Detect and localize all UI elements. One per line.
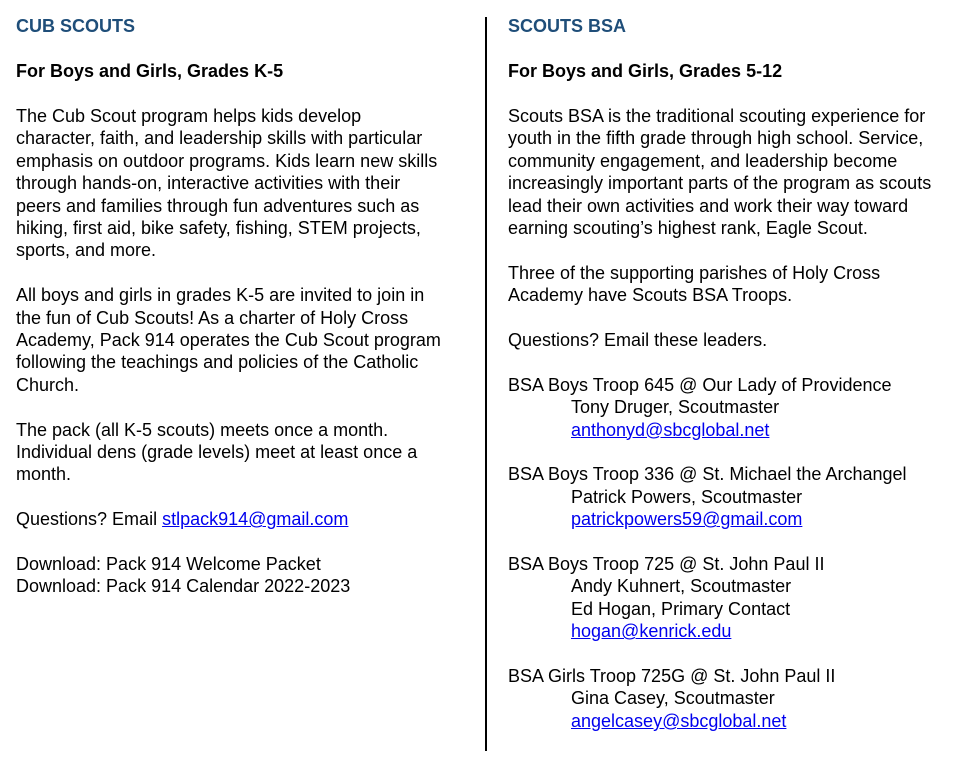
paragraph-line: through hands-on, interactive activities with their xyxy=(16,173,401,194)
troop-email-row xyxy=(508,620,970,642)
downloads-list xyxy=(16,553,478,598)
troop-336-email-link[interactable]: patrickpowers59@gmail.com xyxy=(571,509,803,530)
scouts-bsa-intro-paragraph xyxy=(508,105,970,239)
scouts-bsa-subtitle: For Boys and Girls, Grades 5-12 xyxy=(508,61,783,81)
paragraph-line: community engagement, and leadership become xyxy=(508,150,898,171)
cub-scouts-subtitle: For Boys and Girls, Grades K-5 xyxy=(16,61,284,81)
cub-scouts-meetings-paragraph xyxy=(16,419,478,486)
paragraph-line: The pack (all K-5 scouts) meets once a month. xyxy=(16,419,389,440)
scouts-bsa-column xyxy=(508,15,970,732)
paragraph-line: peers and families through fun adventures such as xyxy=(16,195,420,216)
paragraph-line: following the teachings and policies of the Catholic xyxy=(16,352,419,373)
paragraph-line: lead their own activities and work their way toward xyxy=(508,195,909,216)
scouts-bsa-questions: Questions? Email these leaders. xyxy=(508,330,768,351)
paragraph-line: hiking, first aid, bike safety, fishing, STEM projects, xyxy=(16,218,421,239)
paragraph-line: Academy have Scouts BSA Troops. xyxy=(508,285,793,306)
scouts-bsa-parishes-paragraph xyxy=(508,262,970,307)
troop-email-row xyxy=(508,710,970,732)
paragraph-line: sports, and more. xyxy=(16,240,157,261)
troop-336 xyxy=(508,463,970,530)
paragraph-line: youth in the fifth grade through high school. Service, xyxy=(508,128,924,149)
paragraph-line: Academy, Pack 914 operates the Cub Scout program xyxy=(16,330,441,351)
troop-725 xyxy=(508,553,970,643)
troop-name: BSA Boys Troop 725 @ St. John Paul II xyxy=(508,554,825,575)
cub-scouts-intro-paragraph xyxy=(16,105,478,262)
paragraph-line: Three of the supporting parishes of Holy Cross xyxy=(508,262,881,283)
troop-contact: Patrick Powers, Scoutmaster xyxy=(571,486,803,507)
download-calendar[interactable]: Download: Pack 914 Calendar 2022-2023 xyxy=(16,576,351,597)
troop-contact: Ed Hogan, Primary Contact xyxy=(571,598,791,619)
paragraph-line: earning scouting’s highest rank, Eagle Scout. xyxy=(508,218,868,239)
troop-email-row xyxy=(508,419,970,441)
troop-contact: Andy Kuhnert, Scoutmaster xyxy=(571,576,792,597)
scouts-bsa-title: SCOUTS BSA xyxy=(508,16,627,36)
troop-name: BSA Boys Troop 336 @ St. Michael the Archangel xyxy=(508,464,907,485)
questions-text: Questions? Email xyxy=(16,509,163,530)
cub-scouts-column xyxy=(16,15,478,598)
cub-scouts-questions xyxy=(16,508,478,530)
paragraph-line: the fun of Cub Scouts! As a charter of Holy Cross xyxy=(16,307,409,328)
troop-name: BSA Girls Troop 725G @ St. John Paul II xyxy=(508,666,836,687)
cub-scouts-title: CUB SCOUTS xyxy=(16,16,136,36)
paragraph-line: Individual dens (grade levels) meet at least once a xyxy=(16,442,418,463)
column-divider xyxy=(485,17,487,751)
troop-725-email-link[interactable]: hogan@kenrick.edu xyxy=(571,621,732,642)
paragraph-line: increasingly important parts of the program as scouts xyxy=(508,173,932,194)
paragraph-line: All boys and girls in grades K-5 are invited to join in xyxy=(16,285,425,306)
pack-email-link[interactable]: stlpack914@gmail.com xyxy=(162,509,349,530)
troop-contact: Gina Casey, Scoutmaster xyxy=(571,688,775,709)
paragraph-line: emphasis on outdoor programs. Kids learn new skills xyxy=(16,150,438,171)
cub-scouts-invite-paragraph xyxy=(16,284,478,396)
paragraph-line: character, faith, and leadership skills with particular xyxy=(16,128,423,149)
troop-email-row xyxy=(508,508,970,530)
troop-name: BSA Boys Troop 645 @ Our Lady of Providence xyxy=(508,374,892,395)
paragraph-line: Scouts BSA is the traditional scouting experience for xyxy=(508,106,926,126)
troop-contact: Tony Druger, Scoutmaster xyxy=(571,397,780,418)
paragraph-line: The Cub Scout program helps kids develop xyxy=(16,106,362,126)
troop-725g xyxy=(508,665,970,732)
troop-645-email-link[interactable]: anthonyd@sbcglobal.net xyxy=(571,419,770,440)
troop-645 xyxy=(508,374,970,441)
paragraph-line: Church. xyxy=(16,374,80,395)
download-welcome-packet[interactable]: Download: Pack 914 Welcome Packet xyxy=(16,554,321,575)
paragraph-line: month. xyxy=(16,464,72,485)
troop-725g-email-link[interactable]: angelcasey@sbcglobal.net xyxy=(571,710,787,731)
